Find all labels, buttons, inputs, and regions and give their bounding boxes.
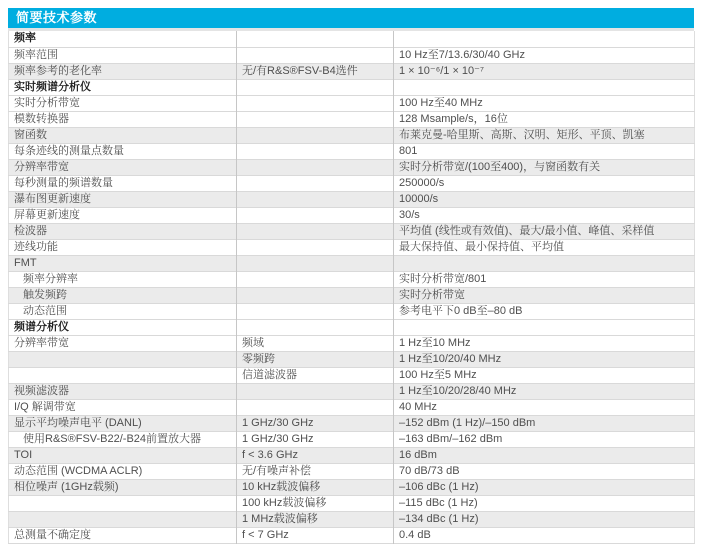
spec-value-cell: 100 Hz至5 MHz — [394, 367, 695, 383]
spec-label-cell: 频率范围 — [9, 47, 237, 63]
spec-condition-cell — [237, 143, 394, 159]
spec-value-cell — [394, 319, 695, 335]
spec-condition-cell — [237, 399, 394, 415]
spec-condition-cell — [237, 255, 394, 271]
table-row — [9, 207, 695, 223]
spec-condition-cell: f < 7 GHz — [237, 527, 394, 543]
spec-label-cell: 屏幕更新速度 — [9, 207, 237, 223]
spec-value-cell — [394, 31, 695, 47]
spec-label-cell: 检波器 — [9, 223, 237, 239]
table-row — [9, 511, 695, 527]
spec-value-cell: 30/s — [394, 207, 695, 223]
spec-label-cell: 模数转换器 — [9, 111, 237, 127]
spec-condition-cell — [237, 95, 394, 111]
table-row — [9, 47, 695, 63]
table-row — [9, 527, 695, 543]
spec-table-body — [9, 31, 695, 543]
spec-value-cell: 1 × 10⁻⁶/1 × 10⁻⁷ — [394, 63, 695, 79]
spec-value-cell: 实时分析带宽/801 — [394, 271, 695, 287]
spec-label-cell: 每秒测量的频谱数量 — [9, 175, 237, 191]
spec-condition-cell — [237, 271, 394, 287]
section-row — [9, 31, 695, 47]
table-row — [9, 351, 695, 367]
spec-label-cell: 每条迹线的测量点数量 — [9, 143, 237, 159]
table-row — [9, 383, 695, 399]
table-row — [9, 431, 695, 447]
table-title-bar — [8, 8, 694, 28]
table-row — [9, 367, 695, 383]
spec-condition-cell — [237, 79, 394, 95]
section-row — [9, 79, 695, 95]
spec-label-cell: TOI — [9, 447, 237, 463]
table-row — [9, 223, 695, 239]
table-row — [9, 111, 695, 127]
spec-value-cell: 10000/s — [394, 191, 695, 207]
table-row — [9, 399, 695, 415]
spec-value-cell: –115 dBc (1 Hz) — [394, 495, 695, 511]
spec-value-cell: –152 dBm (1 Hz)/–150 dBm — [394, 415, 695, 431]
spec-label-cell: 动态范围 (WCDMA ACLR) — [9, 463, 237, 479]
spec-value-cell: 0.4 dB — [394, 527, 695, 543]
spec-label-cell: 相位噪声 (1GHz载频) — [9, 479, 237, 495]
spec-value-cell: 16 dBm — [394, 447, 695, 463]
spec-condition-cell — [237, 127, 394, 143]
table-row — [9, 255, 695, 271]
table-row — [9, 415, 695, 431]
spec-label-cell — [9, 351, 237, 367]
table-title: 简要技术参数 — [16, 10, 98, 25]
table-row — [9, 495, 695, 511]
spec-condition-cell — [237, 31, 394, 47]
spec-condition-cell — [237, 287, 394, 303]
spec-label-cell: 显示平均噪声电平 (DANL) — [9, 415, 237, 431]
spec-value-cell: 10 Hz至7/13.6/30/40 GHz — [394, 47, 695, 63]
spec-label-cell: 分辨率带宽 — [9, 335, 237, 351]
spec-label-cell: 频率 — [14, 32, 36, 45]
table-row — [9, 479, 695, 495]
spec-value-cell: 70 dB/73 dB — [394, 463, 695, 479]
spec-label-cell: 频率分辨率 — [9, 271, 237, 287]
spec-label-cell: 频谱分析仪 — [9, 319, 237, 335]
spec-value-cell: 参考电平下0 dB至–80 dB — [394, 303, 695, 319]
spec-condition-cell — [237, 383, 394, 399]
spec-condition-cell — [237, 191, 394, 207]
spec-condition-cell: 1 GHz/30 GHz — [237, 415, 394, 431]
table-row — [9, 143, 695, 159]
table-row — [9, 191, 695, 207]
table-row — [9, 63, 695, 79]
spec-value-cell: –134 dBc (1 Hz) — [394, 511, 695, 527]
spec-label-cell: I/Q 解调带宽 — [9, 399, 237, 415]
spec-value-cell: 1 Hz至10 MHz — [394, 335, 695, 351]
spec-condition-cell — [237, 47, 394, 63]
spec-value-cell: 250000/s — [394, 175, 695, 191]
spec-condition-cell: 无/有噪声补偿 — [237, 463, 394, 479]
table-row — [9, 127, 695, 143]
spec-value-cell: 实时分析带宽 — [394, 287, 695, 303]
spec-value-cell: 801 — [394, 143, 695, 159]
spec-condition-cell — [237, 223, 394, 239]
spec-label-cell: 触发频跨 — [9, 287, 237, 303]
spec-condition-cell: 10 kHz载波偏移 — [237, 479, 394, 495]
spec-value-cell: –163 dBm/–162 dBm — [394, 431, 695, 447]
table-row — [9, 95, 695, 111]
spec-condition-cell: 无/有R&S®FSV-B4选件 — [237, 63, 394, 79]
spec-label-cell: 窗函数 — [9, 127, 237, 143]
spec-value-cell — [394, 255, 695, 271]
table-row — [9, 335, 695, 351]
spec-label-cell: 总测量不确定度 — [9, 527, 237, 543]
spec-condition-cell: 零频跨 — [237, 351, 394, 367]
spec-value-cell: 1 Hz至10/20/40 MHz — [394, 351, 695, 367]
table-row — [9, 239, 695, 255]
spec-condition-cell: 信道滤波器 — [237, 367, 394, 383]
spec-condition-cell: 1 MHz载波偏移 — [237, 511, 394, 527]
spec-label-cell: 分辨率带宽 — [9, 159, 237, 175]
spec-label-cell: 频率参考的老化率 — [9, 63, 237, 79]
spec-value-cell: 最大保持值、最小保持值、平均值 — [394, 239, 695, 255]
spec-label-cell: 动态范围 — [9, 303, 237, 319]
spec-condition-cell — [237, 175, 394, 191]
spec-label-cell — [9, 495, 237, 511]
table-row — [9, 271, 695, 287]
spec-label-cell — [9, 367, 237, 383]
spec-value-cell: 实时分析带宽/(100至400)，与窗函数有关 — [394, 159, 695, 175]
spec-condition-cell — [237, 239, 394, 255]
spec-condition-cell — [237, 319, 394, 335]
spec-label-cell: 瀑布图更新速度 — [9, 191, 237, 207]
table-row — [9, 159, 695, 175]
spec-condition-cell: 频域 — [237, 335, 394, 351]
spec-label-cell: 迹线功能 — [9, 239, 237, 255]
spec-condition-cell — [237, 207, 394, 223]
spec-value-cell: 128 Msample/s，16位 — [394, 111, 695, 127]
spec-value-cell: –106 dBc (1 Hz) — [394, 479, 695, 495]
spec-condition-cell — [237, 111, 394, 127]
table-row — [9, 175, 695, 191]
spec-condition-cell: 100 kHz载波偏移 — [237, 495, 394, 511]
spec-value-cell: 布莱克曼-哈里斯、高斯、汉明、矩形、平顶、凯塞 — [394, 127, 695, 143]
spec-label-cell: 视频滤波器 — [9, 383, 237, 399]
spec-condition-cell: f < 3.6 GHz — [237, 447, 394, 463]
spec-table — [8, 31, 695, 544]
spec-value-cell: 平均值 (线性或有效值)、最大/最小值、峰值、采样值 — [394, 223, 695, 239]
table-row — [9, 303, 695, 319]
section-row — [9, 319, 695, 335]
spec-label-cell: 使用R&S®FSV-B22/-B24前置放大器 — [9, 431, 237, 447]
spec-label-cell — [9, 511, 237, 527]
spec-condition-cell — [237, 159, 394, 175]
spec-condition-cell: 1 GHz/30 GHz — [237, 431, 394, 447]
spec-value-cell — [394, 79, 695, 95]
spec-condition-cell — [237, 303, 394, 319]
spec-label-cell: 实时分析带宽 — [9, 95, 237, 111]
table-row — [9, 463, 695, 479]
table-row — [9, 287, 695, 303]
spec-value-cell: 100 Hz至40 MHz — [394, 95, 695, 111]
spec-label-cell: FMT — [9, 255, 237, 271]
spec-value-cell: 1 Hz至10/20/28/40 MHz — [394, 383, 695, 399]
spec-label-cell: 实时频谱分析仪 — [9, 79, 237, 95]
table-row — [9, 447, 695, 463]
spec-value-cell: 40 MHz — [394, 399, 695, 415]
